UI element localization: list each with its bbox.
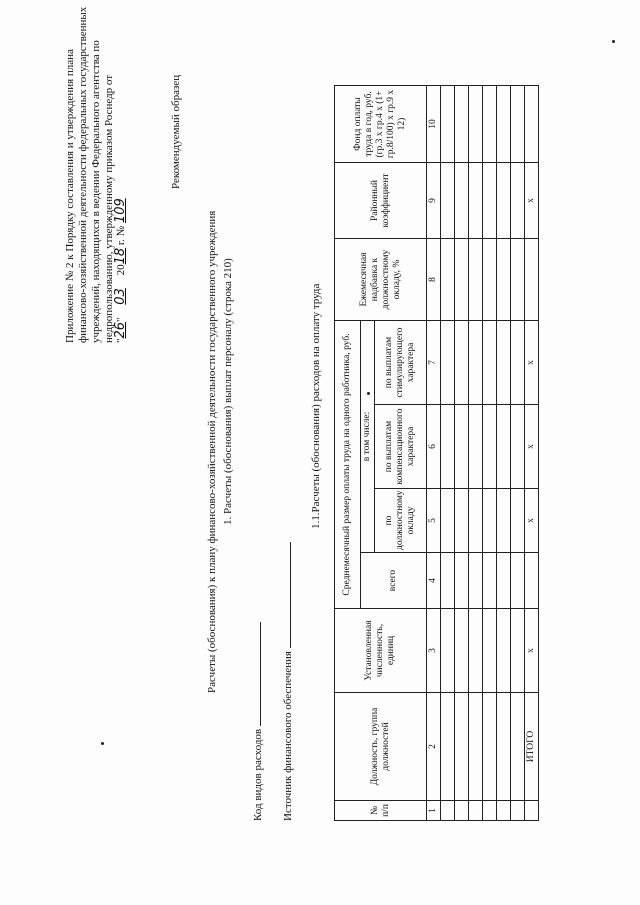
code-label — [250, 622, 265, 821]
table-cell[interactable] — [469, 239, 483, 321]
table-cell[interactable] — [469, 693, 483, 801]
table-cell[interactable] — [469, 163, 483, 239]
table-row — [497, 86, 511, 821]
table-cell[interactable] — [483, 609, 497, 693]
header-num: № п/п — [335, 801, 427, 821]
quote-open: " — [115, 338, 127, 343]
section-title: 1.1.Расчеты (обоснования) расходов на оплату труда — [310, 283, 322, 529]
table-cell[interactable] — [511, 321, 525, 405]
column-number-4: 4 — [427, 553, 441, 609]
column-number-row — [427, 86, 441, 821]
x-mark: x — [525, 321, 539, 405]
table-cell[interactable] — [511, 801, 525, 821]
table-cell[interactable] — [441, 405, 455, 489]
document-subtitle: 1. Расчеты (обоснования) выплат персоналу (строка 210) — [222, 258, 234, 525]
table-cell[interactable] — [455, 86, 469, 163]
table-cell[interactable] — [511, 609, 525, 693]
table-cell[interactable] — [469, 86, 483, 163]
appendix-line-2: финансово-хозяйственной деятельности федеральных государственных — [77, 6, 89, 343]
total-cell — [525, 239, 539, 321]
total-label: ИТОГО — [525, 693, 539, 801]
date-month: 03 — [113, 288, 128, 305]
header-avg-pay: Среднемесячный размер оплаты труда на одного работника, руб. — [335, 321, 361, 609]
table-row — [469, 86, 483, 821]
table-cell[interactable] — [469, 321, 483, 405]
header-total: всего — [361, 553, 427, 609]
x-mark: x — [525, 163, 539, 239]
appendix-line-4: недропользованию, утвержденному приказом Роснедр от — [103, 74, 115, 343]
date-day: 26 — [113, 321, 128, 339]
x-mark: x — [525, 489, 539, 553]
table-cell[interactable] — [469, 801, 483, 821]
table-cell[interactable] — [483, 86, 497, 163]
table-cell[interactable] — [483, 239, 497, 321]
table-cell[interactable] — [497, 405, 511, 489]
header-staff: Установленная численность, единиц — [335, 609, 427, 693]
header-fund: Фонд оплаты труда в год, руб. (гр.3 х гр.4 х (1+ гр.8/100) х гр.9 х 12) — [335, 86, 427, 163]
table-cell[interactable] — [455, 239, 469, 321]
table-cell[interactable] — [469, 489, 483, 553]
table-cell[interactable] — [497, 321, 511, 405]
table-cell[interactable] — [511, 553, 525, 609]
header-stimulus: по выплатам стимулирующего характера — [375, 321, 427, 405]
header-bonus: Ежемесячная надбавка к должностному окладу, % — [335, 239, 427, 321]
table-cell[interactable] — [455, 609, 469, 693]
column-number-1: 1 — [427, 801, 441, 821]
document-title: Расчеты (обоснования) к плану финансово-хозяйственной деятельности государственного учреждения — [206, 210, 218, 693]
table-cell[interactable] — [441, 693, 455, 801]
labor-cost-table — [334, 85, 539, 821]
table-row — [511, 86, 525, 821]
scan-mark — [101, 742, 104, 745]
table-cell[interactable] — [511, 239, 525, 321]
table-cell[interactable] — [497, 489, 511, 553]
column-number-2: 2 — [427, 693, 441, 801]
table-cell[interactable] — [441, 489, 455, 553]
column-number-10: 10 — [427, 86, 441, 163]
table-cell[interactable] — [455, 405, 469, 489]
source-label-text: Источник финансового обеспечения — [282, 651, 294, 821]
x-mark: x — [525, 405, 539, 489]
table-cell[interactable] — [441, 321, 455, 405]
column-number-9: 9 — [427, 163, 441, 239]
scan-mark — [612, 40, 615, 43]
table-cell[interactable] — [511, 405, 525, 489]
column-number-7: 7 — [427, 321, 441, 405]
source-label — [280, 542, 295, 821]
table-cell[interactable] — [441, 801, 455, 821]
table-row — [441, 86, 455, 821]
column-number-6: 6 — [427, 405, 441, 489]
header-compensation: по выплатам компенсационного характера — [375, 405, 427, 489]
table-cell[interactable] — [497, 801, 511, 821]
table-cell[interactable] — [483, 163, 497, 239]
table-cell[interactable] — [497, 86, 511, 163]
column-number-5: 5 — [427, 489, 441, 553]
column-number-8: 8 — [427, 239, 441, 321]
table-cell[interactable] — [441, 609, 455, 693]
total-cell — [525, 801, 539, 821]
total-cell — [525, 86, 539, 163]
header-including: в том числе: — [361, 321, 375, 553]
table-cell[interactable] — [497, 239, 511, 321]
approval-date — [114, 198, 128, 343]
table-cell[interactable] — [469, 405, 483, 489]
table-cell[interactable] — [455, 489, 469, 553]
table-cell[interactable] — [511, 86, 525, 163]
table-cell[interactable] — [483, 693, 497, 801]
date-suffix: г. № — [115, 225, 127, 246]
table-cell[interactable] — [469, 553, 483, 609]
table-cell[interactable] — [455, 801, 469, 821]
table-cell[interactable] — [497, 609, 511, 693]
table-cell[interactable] — [497, 693, 511, 801]
table-cell[interactable] — [511, 489, 525, 553]
code-underline[interactable] — [250, 622, 261, 726]
date-year-prefix: 20 — [115, 264, 127, 276]
table-cell[interactable] — [483, 553, 497, 609]
header-salary: по должностному окладу — [375, 489, 427, 553]
recommended-sample: Рекомендуемый образец — [170, 74, 182, 189]
table-cell[interactable] — [455, 693, 469, 801]
header-position: Должность, группа должностей — [335, 693, 427, 801]
header-region: Районный коэффициент — [335, 163, 427, 239]
source-underline[interactable] — [280, 542, 291, 648]
table-cell[interactable] — [441, 86, 455, 163]
table-cell[interactable] — [511, 163, 525, 239]
table-cell[interactable] — [497, 163, 511, 239]
appendix-line-1: Приложение № 2 к Порядку составления и утверждения плана — [64, 49, 76, 343]
code-label-text: Код видов расходов — [252, 728, 264, 821]
date-number: 109 — [113, 198, 128, 224]
table-cell[interactable] — [441, 163, 455, 239]
table-cell[interactable] — [511, 693, 525, 801]
table-row — [455, 86, 469, 821]
total-cell — [525, 553, 539, 609]
x-mark: x — [525, 609, 539, 693]
column-number-3: 3 — [427, 609, 441, 693]
table-cell[interactable] — [441, 239, 455, 321]
quote-close: " — [115, 317, 127, 322]
table-cell[interactable] — [483, 489, 497, 553]
total-row — [525, 86, 539, 821]
table-cell[interactable] — [469, 609, 483, 693]
table-cell[interactable] — [441, 553, 455, 609]
table-cell[interactable] — [455, 321, 469, 405]
table-row — [483, 86, 497, 821]
appendix-line-3: учреждений, находящихся в ведении Федерального агентства по — [90, 40, 102, 343]
table-cell[interactable] — [497, 553, 511, 609]
table-cell[interactable] — [483, 801, 497, 821]
date-year: 18 — [113, 247, 128, 265]
table-cell[interactable] — [483, 321, 497, 405]
table-cell[interactable] — [455, 553, 469, 609]
table-cell[interactable] — [455, 163, 469, 239]
table-cell[interactable] — [483, 405, 497, 489]
